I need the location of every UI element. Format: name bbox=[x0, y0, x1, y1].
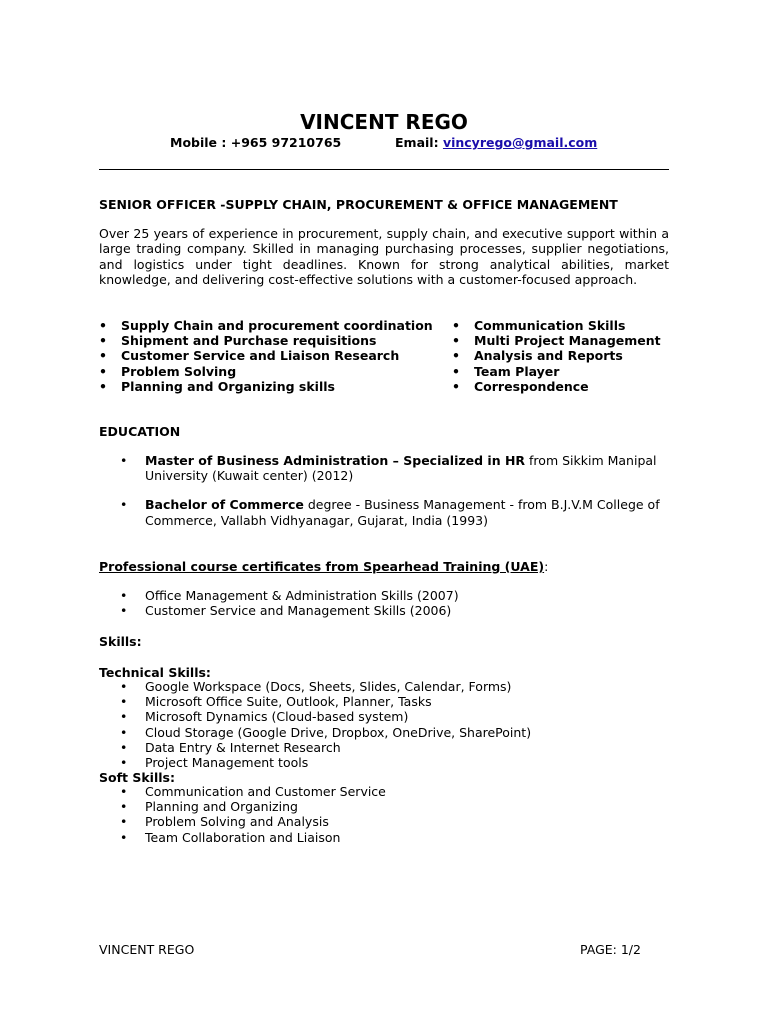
list-item bbox=[99, 364, 433, 379]
list-item bbox=[99, 348, 433, 363]
bullet-icon: • bbox=[120, 453, 128, 468]
list-item bbox=[99, 814, 669, 829]
list-item bbox=[99, 333, 433, 348]
bullet-icon: • bbox=[120, 709, 128, 725]
footer-name: VINCENT REGO bbox=[99, 942, 195, 957]
list-item bbox=[99, 709, 669, 724]
list-item bbox=[99, 755, 669, 770]
list-item-text: Multi Project Management bbox=[474, 333, 661, 349]
bullet-icon: • bbox=[120, 799, 128, 815]
bullet-icon: • bbox=[120, 679, 128, 694]
list-item-text: Team Player bbox=[474, 363, 560, 379]
list-item-text: Problem Solving and Analysis bbox=[145, 814, 329, 830]
certifications-heading-colon: : bbox=[544, 559, 549, 574]
list-item-text: Data Entry & Internet Research bbox=[145, 739, 341, 755]
list-item bbox=[99, 784, 669, 799]
degree-details: degree - Business Management - from B.J.V.M College of Commerce, Vallabh Vidhyanagar, Gujarat, India (1993) bbox=[145, 497, 660, 528]
technical-skills-heading: Technical Skills: bbox=[99, 665, 211, 680]
bullet-icon: • bbox=[452, 363, 460, 379]
profile-summary: Over 25 years of experience in procurement, supply chain, and executive support within a large trading company. Skilled in managing purchasing processes, supplier negotiations, and logistics under tight deadlines. Known for strong analytical abilities, market knowledge, and delivering cost-effective solutions with a customer-focused approach. bbox=[99, 226, 669, 287]
mobile-number: Mobile : +965 97210765 bbox=[170, 135, 342, 150]
bullet-icon: • bbox=[99, 348, 107, 364]
list-item-text: Shipment and Purchase requisitions bbox=[121, 333, 377, 349]
list-item-text: Problem Solving bbox=[121, 363, 237, 379]
list-item bbox=[99, 740, 669, 755]
bullet-icon: • bbox=[120, 694, 128, 710]
list-item bbox=[452, 379, 661, 394]
bullet-icon: • bbox=[120, 829, 128, 845]
education-list bbox=[99, 453, 669, 542]
list-item bbox=[99, 694, 669, 709]
degree-title: Master of Business Administration – Specialized in HR bbox=[145, 453, 526, 468]
bullet-icon: • bbox=[452, 333, 460, 349]
list-item-text: Correspondence bbox=[474, 378, 589, 394]
key-skills-right bbox=[452, 318, 661, 394]
education-item bbox=[99, 453, 669, 483]
list-item-text: Analysis and Reports bbox=[474, 348, 623, 364]
list-item bbox=[99, 679, 669, 694]
bullet-icon: • bbox=[99, 333, 107, 349]
list-item-text: Cloud Storage (Google Drive, Dropbox, OneDrive, SharePoint) bbox=[145, 724, 532, 740]
list-item-text: Customer Service and Management Skills (2006) bbox=[145, 603, 452, 619]
email-link[interactable]: vincyrego@gmail.com bbox=[442, 135, 598, 150]
education-heading: EDUCATION bbox=[99, 424, 181, 439]
header-divider bbox=[99, 169, 669, 170]
technical-skills-list bbox=[99, 679, 669, 770]
education-item bbox=[99, 497, 669, 527]
email-label: Email: bbox=[395, 135, 439, 150]
list-item-text: Planning and Organizing skills bbox=[121, 378, 335, 394]
bullet-icon: • bbox=[452, 318, 460, 333]
bullet-icon: • bbox=[120, 739, 128, 755]
list-item-text: Supply Chain and procurement coordination bbox=[121, 318, 433, 333]
bullet-icon: • bbox=[120, 724, 128, 740]
bullet-icon: • bbox=[99, 318, 107, 333]
list-item-text: Project Management tools bbox=[145, 755, 309, 771]
list-item bbox=[452, 318, 661, 333]
bullet-icon: • bbox=[452, 378, 460, 394]
list-item bbox=[452, 348, 661, 363]
skills-heading: Skills: bbox=[99, 634, 142, 649]
list-item-text: Planning and Organizing bbox=[145, 799, 298, 815]
certifications-heading-text: Professional course certificates from Spearhead Training (UAE) bbox=[99, 559, 545, 574]
list-item-text: Customer Service and Liaison Research bbox=[121, 348, 400, 364]
list-item bbox=[99, 603, 669, 618]
list-item-text: Google Workspace (Docs, Sheets, Slides, Calendar, Forms) bbox=[145, 679, 512, 694]
list-item-text: Office Management & Administration Skills (2007) bbox=[145, 588, 459, 603]
list-item-text: Microsoft Office Suite, Outlook, Planner, Tasks bbox=[145, 694, 432, 710]
job-headline: SENIOR OFFICER -SUPPLY CHAIN, PROCUREMENT & OFFICE MANAGEMENT bbox=[99, 197, 618, 212]
list-item-text: Microsoft Dynamics (Cloud-based system) bbox=[145, 709, 409, 725]
degree-title: Bachelor of Commerce bbox=[145, 497, 304, 513]
list-item bbox=[99, 318, 433, 333]
list-item-text: Communication and Customer Service bbox=[145, 784, 386, 799]
list-item bbox=[452, 333, 661, 348]
list-item bbox=[99, 725, 669, 740]
degree-details: from Sikkim Manipal University (Kuwait center) (2012) bbox=[145, 453, 657, 484]
footer-page-number: PAGE: 1/2 bbox=[580, 942, 641, 957]
list-item bbox=[99, 830, 669, 845]
candidate-name: VINCENT REGO bbox=[300, 110, 468, 134]
email-line bbox=[395, 134, 597, 151]
bullet-icon: • bbox=[120, 603, 128, 619]
bullet-icon: • bbox=[120, 588, 128, 603]
key-skills-left bbox=[99, 318, 433, 394]
bullet-icon: • bbox=[120, 755, 128, 771]
list-item bbox=[99, 379, 433, 394]
bullet-icon: • bbox=[120, 814, 128, 830]
soft-skills-list bbox=[99, 784, 669, 845]
list-item bbox=[99, 799, 669, 814]
list-item-text: Team Collaboration and Liaison bbox=[145, 829, 341, 845]
bullet-icon: • bbox=[120, 497, 128, 513]
list-item bbox=[99, 588, 669, 603]
bullet-icon: • bbox=[452, 348, 460, 364]
bullet-icon: • bbox=[99, 378, 107, 394]
soft-skills-heading: Soft Skills: bbox=[99, 770, 175, 785]
certifications-list bbox=[99, 588, 669, 618]
bullet-icon: • bbox=[99, 363, 107, 379]
list-item-text: Communication Skills bbox=[474, 318, 626, 333]
list-item bbox=[452, 364, 661, 379]
bullet-icon: • bbox=[120, 784, 128, 799]
certifications-heading bbox=[99, 558, 548, 575]
